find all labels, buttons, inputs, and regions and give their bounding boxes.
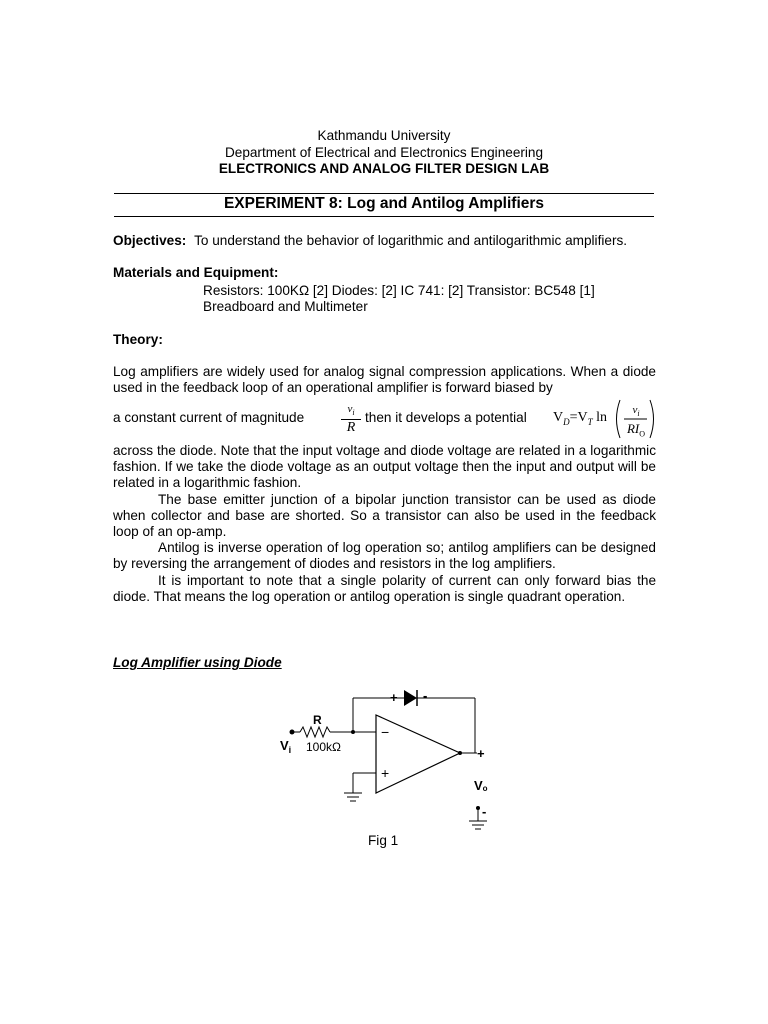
- materials-label: Materials and Equipment:: [113, 265, 279, 280]
- log-amplifier-circuit: [270, 680, 500, 840]
- diode-minus-label: -: [423, 688, 428, 703]
- theory-p1-rest-text: across the diode. Note that the input voltage and diode voltage are related in a logarithmic fashion. If we take the diode voltage as an output voltage then the input and output will be related in a logarithmic fashion.: [113, 443, 656, 491]
- output-minus-label: -: [482, 804, 487, 819]
- resistor-symbol: [300, 727, 330, 737]
- output-plus-label: +: [477, 746, 485, 761]
- title-rule-top: [114, 193, 654, 194]
- log-fraction-denominator: [620, 421, 652, 439]
- output-label: Vo: [474, 778, 488, 793]
- theory-line-a: a constant current of magnitude: [113, 410, 305, 425]
- input-label: $V_i$: [280, 738, 292, 755]
- current-fraction: [341, 403, 361, 436]
- lab-name: ELECTRONICS AND ANALOG FILTER DESIGN LAB: [218, 161, 550, 176]
- theory-label: Theory:: [113, 332, 163, 347]
- fraction-numerator-sub: i: [352, 408, 355, 418]
- formula-vd: V: [553, 410, 564, 425]
- university-name: Kathmandu University: [317, 128, 451, 143]
- objectives-text: To understand the behavior of logarithmic and antilogarithmic amplifiers.: [194, 233, 628, 248]
- opamp-noninverting-label: +: [381, 765, 390, 781]
- log-num: v: [632, 404, 638, 416]
- theory-paragraph-1-intro: [113, 364, 656, 396]
- formula-vt: =V: [569, 410, 588, 425]
- diode-plus-label: +: [390, 690, 398, 705]
- theory-p3-text: Antilog is inverse operation of log operation so; antilog amplifiers can be designed by reversing the arrangement of diodes and resistors in the log amplifiers.: [113, 540, 656, 572]
- title-rule-bottom: [114, 216, 654, 217]
- department-name: Department of Electrical and Electronics Engineering: [224, 145, 544, 160]
- diode-voltage-formula: [553, 410, 607, 427]
- materials-line-1: Resistors: 100KΩ [2] Diodes: [2] IC 741: [2] Transistor: BC548 [1]: [203, 283, 595, 298]
- fraction-denominator: R: [341, 419, 361, 436]
- diode-symbol: [404, 690, 417, 706]
- theory-p2-text: The base emitter junction of a bipolar junction transistor can be used as diode when collector and base are shorted. So a transistor can also be used in the feedback loop of an op-amp.: [113, 491, 656, 540]
- theory-p4-text: It is important to note that a single polarity of current can only forward bias the diode. That means the log operation or antilog operation is single quadrant operation.: [113, 572, 656, 604]
- figure-caption: Fig 1: [368, 833, 399, 848]
- fraction-numerator: v: [347, 403, 353, 415]
- theory-paragraph-1-rest: [113, 443, 656, 605]
- formula-vd-sub: D: [563, 416, 570, 427]
- log-den-sub: O: [639, 429, 646, 439]
- log-fraction-numerator: [622, 404, 650, 418]
- log-den: RI: [626, 421, 640, 436]
- formula-vt-sub: T: [587, 416, 593, 427]
- experiment-title: EXPERIMENT 8: Log and Antilog Amplifiers: [223, 195, 545, 212]
- formula-ln: ln: [596, 410, 608, 425]
- theory-line-b: then it develops a potential: [365, 410, 527, 425]
- materials-line-2: Breadboard and Multimeter: [203, 299, 368, 314]
- resistor-value: 100kΩ: [306, 740, 341, 754]
- resistor-label: R: [313, 713, 322, 727]
- theory-p1-intro-text: Log amplifiers are widely used for analog signal compression applications. When a diode used in the feedback loop of an operational amplifier is forward biased by: [113, 364, 656, 396]
- objectives-label: Objectives:: [113, 233, 187, 248]
- log-num-sub: i: [637, 409, 640, 419]
- section-heading: Log Amplifier using Diode: [113, 655, 282, 670]
- opamp-inverting-label: −: [381, 724, 390, 740]
- objectives-section: [113, 233, 627, 248]
